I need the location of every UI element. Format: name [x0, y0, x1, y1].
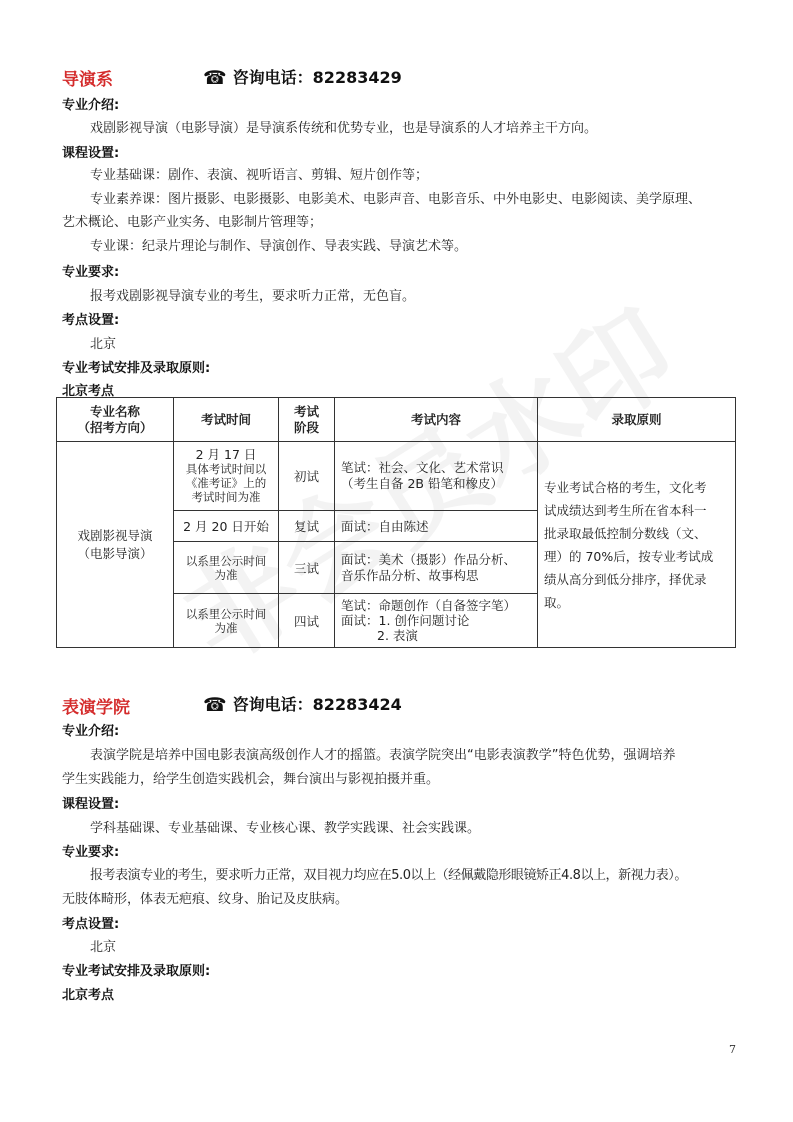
heading-beijing-site: 北京考点 — [62, 988, 115, 1003]
heading-arrangement: 专业考试安排及录取原则: — [62, 361, 211, 376]
heading-intro: 专业介绍: — [62, 724, 120, 739]
stage-cell: 四试 — [279, 594, 335, 648]
telephone-icon: ☎ — [203, 694, 227, 716]
phone-line-acting — [203, 692, 402, 715]
heading-arrangement: 专业考试安排及录取原则: — [62, 964, 211, 979]
stage-cell: 三试 — [279, 542, 335, 594]
stage-cell: 复试 — [279, 511, 335, 542]
dept-title-directing: 导演系 — [62, 70, 113, 90]
table-row — [57, 442, 736, 511]
header-principle: 录取原则 — [538, 398, 736, 442]
header-stage: 考试 阶段 — [279, 398, 335, 442]
exam-time-cell: 2 月 17 日 具体考试时间以 《准考证》上的 考试时间为准 — [174, 442, 279, 511]
heading-beijing-site: 北京考点 — [62, 384, 115, 399]
telephone-icon: ☎ — [203, 67, 227, 89]
content-cell: 笔试：命题创作（自备签字笔） 面试：1. 创作问题讨论 2. 表演 — [335, 594, 538, 648]
content-cell: 面试：美术（摄影）作品分析、 音乐作品分析、故事构思 — [335, 542, 538, 594]
content-cell: 面试：自由陈述 — [335, 511, 538, 542]
exam-time-cell: 以系里公示时间 为准 — [174, 594, 279, 648]
exam-site-text: 北京 — [90, 940, 117, 955]
stage-cell: 初试 — [279, 442, 335, 511]
content-cell: 笔试：社会、文化、艺术常识 （考生自备 2B 铅笔和橡皮） — [335, 442, 538, 511]
dept-title-acting: 表演学院 — [62, 698, 130, 718]
admission-table — [56, 397, 736, 648]
heading-course: 课程设置: — [62, 146, 120, 161]
exam-time-cell: 2 月 20 日开始 — [174, 511, 279, 542]
principle-cell: 专业考试合格的考生，文化考 试成绩达到考生所在省本科一 批录取最低控制分数线（文、 理）的 70%后，按专业考试成 绩从高分到低分排序，择优录 取。 — [538, 442, 736, 648]
phone-line-directing — [203, 65, 402, 88]
requirement-text: 报考表演专业的考生，要求听力正常，双目视力均应在5.0以上（经佩戴隐形眼镜矫正4.8以上，新视力表）。 — [90, 868, 687, 883]
requirement-text-cont: 无肢体畸形，体表无疤痕、纹身、胎记及皮肤病。 — [62, 892, 349, 907]
course-line-2-cont: 艺术概论、电影产业实务、电影制片管理等； — [62, 215, 323, 230]
intro-text: 表演学院是培养中国电影表演高级创作人才的摇篮。表演学院突出“电影表演教学”特色优势，强调培养 — [90, 748, 676, 763]
phone-label: 咨询电话：82283429 — [232, 68, 402, 87]
header-content: 考试内容 — [335, 398, 538, 442]
major-cell: 戏剧影视导演 （电影导演） — [57, 442, 174, 648]
course-line-3: 专业课：纪录片理论与制作、导演创作、导表实践、导演艺术等。 — [90, 239, 468, 254]
table-header-row — [57, 398, 736, 442]
heading-exam-site: 考点设置: — [62, 917, 120, 932]
exam-site-text: 北京 — [90, 337, 117, 352]
requirement-text: 报考戏剧影视导演专业的考生，要求听力正常，无色盲。 — [90, 289, 416, 304]
intro-text-cont: 学生实践能力，给学生创造实践机会，舞台演出与影视拍摄并重。 — [62, 772, 440, 787]
course-line-1: 专业基础课：剧作、表演、视听语言、剪辑、短片创作等； — [90, 168, 429, 183]
heading-intro: 专业介绍: — [62, 98, 120, 113]
course-line-2: 专业素养课：图片摄影、电影摄影、电影美术、电影声音、电影音乐、中外电影史、电影阅读、美学原理、 — [90, 192, 702, 207]
heading-requirement: 专业要求: — [62, 265, 120, 280]
intro-text: 戏剧影视导演（电影导演）是导演系传统和优势专业，也是导演系的人才培养主干方向。 — [90, 121, 598, 136]
page-number: 7 — [729, 1043, 736, 1056]
heading-requirement: 专业要求: — [62, 845, 120, 860]
header-major: 专业名称 （招考方向） — [57, 398, 174, 442]
header-exam-time: 考试时间 — [174, 398, 279, 442]
exam-time-cell: 以系里公示时间 为准 — [174, 542, 279, 594]
phone-label: 咨询电话：82283424 — [232, 695, 402, 714]
heading-exam-site: 考点设置: — [62, 313, 120, 328]
course-text: 学科基础课、专业基础课、专业核心课、教学实践课、社会实践课。 — [90, 821, 481, 836]
heading-course: 课程设置: — [62, 797, 120, 812]
